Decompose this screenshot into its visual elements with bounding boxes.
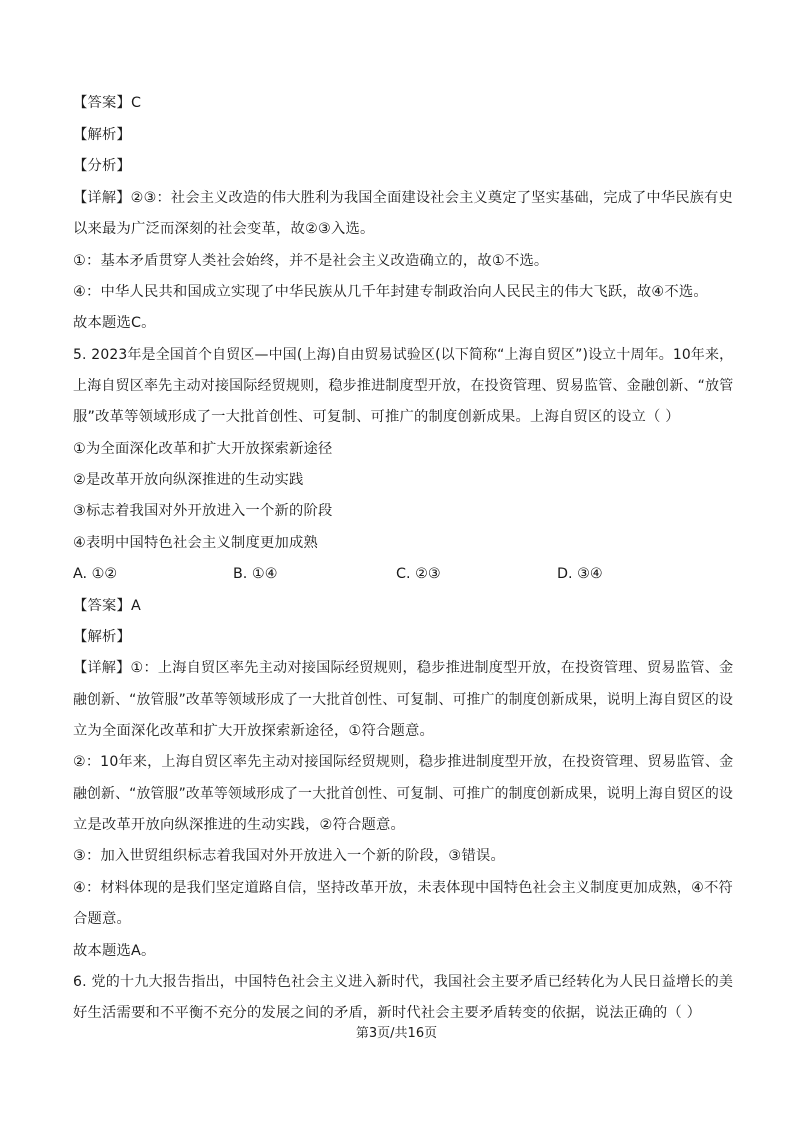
detail-line: 【详解】①：上海自贸区率先主动对接国际经贸规则，稳步推进制度型开放，在投资管理、贸易监管、金 bbox=[73, 660, 734, 676]
question-stem: 6. 党的十九大报告指出，中国特色社会主义进入新时代，我国社会主要矛盾已经转化为人民日益增长的美 bbox=[73, 974, 734, 990]
detail-line: 合题意。 bbox=[73, 911, 131, 927]
detail-line: 【详解】②③：社会主义改造的伟大胜利为我国全面建设社会主义奠定了坚实基础，完成了中华民族有史 bbox=[73, 190, 733, 206]
question-stem: 服”改革等领域形成了一大批首创性、可复制、可推广的制度创新成果。上海自贸区的设立（ ） bbox=[73, 409, 680, 425]
answer-line: 【答案】C bbox=[73, 95, 142, 111]
statement-item: ④表明中国特色社会主义制度更加成熟 bbox=[73, 535, 318, 551]
detail-line: 立是改革开放向纵深推进的生动实践，②符合题意。 bbox=[73, 817, 405, 833]
detail-line: 融创新、“放管服”改革等领域形成了一大批首创性、可复制、可推广的制度创新成果，说明上海自贸区的设 bbox=[73, 786, 734, 802]
detail-line: 以来最为广泛而深刻的社会变革，故②③入选。 bbox=[73, 221, 375, 237]
question-stem: 上海自贸区率先主动对接国际经贸规则，稳步推进制度型开放，在投资管理、贸易监管、金融创新、“放管 bbox=[73, 378, 734, 394]
question-stem: 5. 2023年是全国首个自贸区—中国(上海)自由贸易试验区(以下简称“上海自贸区”)设立十周年。10年来， bbox=[73, 347, 734, 363]
detail-line: ④：中华人民共和国成立实现了中华民族从几千年封建专制政治向人民民主的伟大飞跃，故④不选。 bbox=[73, 284, 708, 300]
conclusion-line: 故本题选A。 bbox=[73, 943, 156, 959]
detail-line: ①：基本矛盾贯穿人类社会始终，并不是社会主义改造确立的，故①不选。 bbox=[73, 253, 549, 269]
analysis-heading: 【解析】 bbox=[73, 127, 131, 143]
conclusion-line: 故本题选C。 bbox=[73, 315, 156, 331]
analysis-heading: 【解析】 bbox=[73, 629, 131, 645]
statement-item: ①为全面深化改革和扩大开放探索新途径 bbox=[73, 441, 333, 457]
option-b: B. ①④ bbox=[233, 566, 278, 582]
page-number: 第3页/共16页 bbox=[355, 1026, 438, 1041]
detail-line: 融创新、“放管服”改革等领域形成了一大批首创性、可复制、可推广的制度创新成果，说明上海自贸区的设 bbox=[73, 692, 734, 708]
statement-item: ②是改革开放向纵深推进的生动实践 bbox=[73, 472, 304, 488]
detail-line: ④：材料体现的是我们坚定道路自信，坚持改革开放，未表体现中国特色社会主义制度更加成熟，④不符 bbox=[73, 880, 733, 896]
question-stem: 好生活需要和不平衡不充分的发展之间的矛盾，新时代社会主要矛盾转变的依据，说法正确的（ ） bbox=[73, 1005, 702, 1021]
option-d: D. ③④ bbox=[557, 566, 603, 582]
answer-line: 【答案】A bbox=[73, 598, 141, 614]
detail-line: ③：加入世贸组织标志着我国对外开放进入一个新的阶段，③错误。 bbox=[73, 848, 505, 864]
option-a: A. ①② bbox=[73, 566, 118, 582]
fenxi-heading: 【分析】 bbox=[73, 158, 131, 174]
statement-item: ③标志着我国对外开放进入一个新的阶段 bbox=[73, 503, 333, 519]
option-c: C. ②③ bbox=[396, 566, 441, 582]
detail-line: ②：10年来，上海自贸区率先主动对接国际经贸规则，稳步推进制度型开放，在投资管理、贸易监管、金 bbox=[73, 754, 734, 770]
detail-line: 立为全面深化改革和扩大开放探索新途径，①符合题意。 bbox=[73, 723, 434, 739]
